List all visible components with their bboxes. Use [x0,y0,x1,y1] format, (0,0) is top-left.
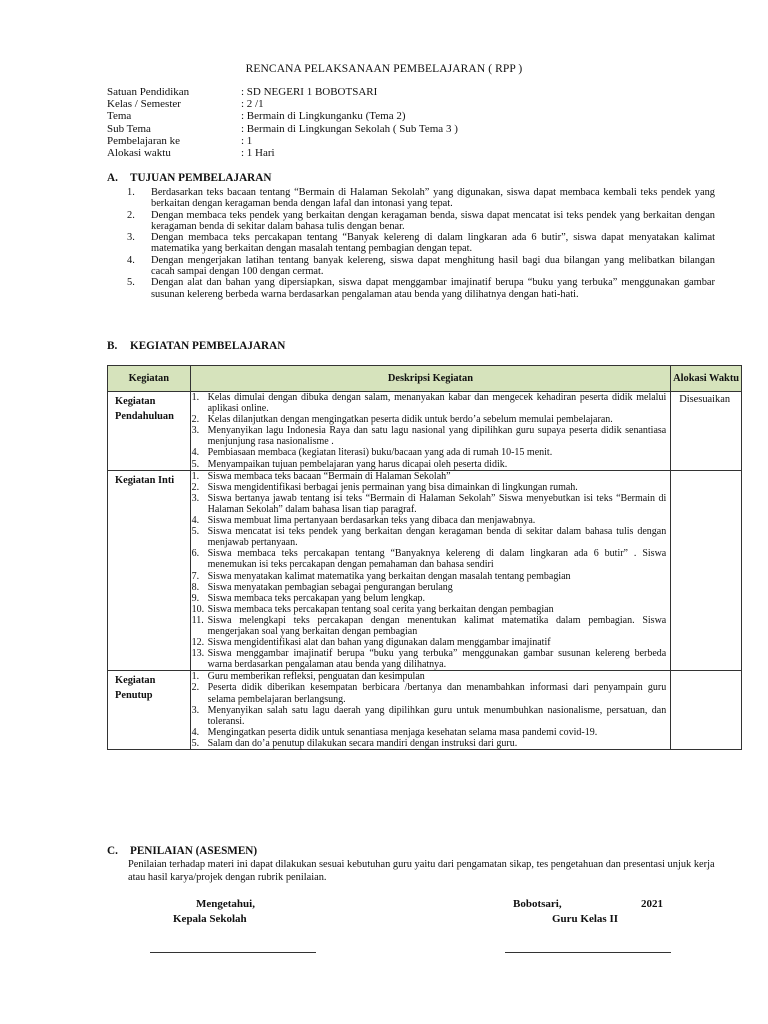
item-number: 4. [191,515,200,527]
item-number: 6. [191,548,200,560]
item-text: Dengan membaca teks pendek yang berkaitan dengan keragaman benda, siswa dapat mencatat isi teks pendek yang berkaitan dengan keragaman benda di sekitar dalam bahasa tulis dengan benar. [151,209,715,232]
section-c-heading [107,845,257,857]
list-item [191,637,671,648]
item-number: 3. [191,704,200,716]
cell-kegiatan: Kegiatan Penutup [108,671,191,750]
table-row [108,671,742,750]
item-number: 9. [191,592,200,604]
item-text: Guru memberikan refleksi, penguatan dan kesimpulan [207,671,425,683]
list-item [191,515,671,526]
list-item [191,459,671,470]
list-item [191,582,671,593]
item-number: 8. [191,581,200,593]
signature-line-right [505,952,671,953]
list-item [191,471,671,482]
identity-label: Sub Tema [107,122,151,135]
document-title: RENCANA PELAKSANAAN PEMBELAJARAN ( RPP ) [245,63,523,75]
item-text: Menyanyikan lagu Indonesia Raya dan satu lagu nasional yang dipilihkan guru supaya peserta didik senantiasa menjunjung rasa nasionalisme . [207,425,667,448]
item-text: Kelas dilanjutkan dengan mengingatkan peserta didik untuk berdo’a sebelum memulai pembelajaran. [207,414,613,426]
item-text: Berdasarkan teks bacaan tentang “Bermain di Halaman Sekolah” yang digunakan, siswa dapat membaca kembali teks pendek yang berkaitan dengan keragaman benda dengan lafal dan intonasi yang tepat. [151,187,715,210]
signature-right-place: Bobotsari, [513,898,562,910]
list-item [191,392,671,414]
item-number: 2. [191,481,200,493]
item-number: 2. [191,682,200,694]
item-number: 5. [191,526,200,538]
activities-table [107,365,742,750]
item-text: Pembiasaan membaca (kegiatan literasi) buku/bacaan yang ada di rumah 10-15 menit. [207,447,553,459]
item-text: Siswa membaca teks percakapan tentang soal cerita yang berkaitan dengan pembagian [207,603,554,615]
identity-value: : SD NEGERI 1 BOBOTSARI [241,86,378,98]
item-number: 1. [127,187,135,198]
item-number: 13. [191,648,205,660]
list-item [191,548,671,570]
cell-kegiatan: Kegiatan Inti [108,470,191,671]
list-item [191,671,671,682]
item-text: Siswa mengidentifikasi berbagai jenis permainan yang bisa dimainkan di lingkungan rumah. [207,481,578,493]
identity-block [107,86,458,159]
list-item [127,210,715,233]
item-text: Salam dan do’a penutup dilakukan secara mandiri dengan instruksi dari guru. [207,737,518,749]
list-item [191,648,671,670]
list-item [191,604,671,615]
item-text: Menyanyikan salah satu lagu daerah yang dipilihkan guru untuk menumbuhkan nasionalisme, persatuan, dan toleransi. [207,704,667,727]
cell-alokasi [671,671,742,750]
identity-row [107,123,458,135]
section-b-heading [107,340,285,352]
table-row [108,392,742,471]
item-number: 5. [191,737,200,749]
item-number: 1. [191,671,200,683]
item-number: 2. [127,209,135,221]
item-number: 3. [127,232,135,244]
signature-left-line2: Kepala Sekolah [173,913,247,925]
item-number: 4. [127,254,135,266]
cell-deskripsi [190,392,671,471]
activity-list [191,671,671,749]
identity-label: Tema [107,110,132,123]
item-number: 1. [191,470,200,482]
item-number: 3. [191,425,200,437]
item-text: Siswa membuat lima pertanyaan berdasarkan teks yang dibaca dan menjawabnya. [207,515,536,527]
activity-list [191,471,671,671]
item-text: Siswa melengkapi teks percakapan dengan menentukan kalimat matematika dalam pembagian. Siswa mengerjakan soal yang berkaitan dengan pembagian [207,614,667,637]
section-title: KEGIATAN PEMBELAJARAN [130,340,286,352]
item-number: 2. [191,414,200,426]
identity-row [107,98,458,110]
identity-row [107,147,458,159]
identity-row [107,86,458,98]
item-text: Siswa menyatakan kalimat matematika yang berkaitan dengan masalah tentang pembagian [207,570,571,582]
activity-list [191,392,671,470]
item-number: 4. [191,726,200,738]
header-alokasi: Alokasi Waktu [671,366,742,392]
list-item [191,493,671,515]
list-item [191,526,671,548]
list-item [127,187,715,210]
list-item [191,705,671,727]
section-letter: A. [107,172,118,184]
item-text: Mengingatkan peserta didik untuk senantiasa menjaga kesehatan selama masa pandemi covid-19. [207,726,598,738]
signature-left-line1: Mengetahui, [196,898,255,910]
list-item [127,232,715,255]
list-item [191,414,671,425]
objectives-list [127,187,715,300]
item-number: 12. [191,637,205,649]
assessment-text: Penilaian terhadap materi ini dapat dilakukan sesuai kebutuhan guru yaitu dari pengamatan sikap, tes pengetahuan dan presentasi unjuk kerja atau hasil karya/projek dengan rubrik penilaian. [128,859,715,883]
cell-alokasi: Disesuaikan [671,392,742,471]
item-number: 7. [191,570,200,582]
list-item [191,482,671,493]
item-number: 5. [191,458,200,470]
identity-label: Pembelajaran ke [107,134,180,147]
signature-line-left [150,952,316,953]
identity-label: Alokasi waktu [107,147,171,160]
list-item [191,738,671,749]
list-item [191,615,671,637]
item-number: 5. [127,277,135,289]
signature-right-year: 2021 [641,898,663,910]
identity-value: : Bermain di Lingkungan Sekolah ( Sub Tema 3 ) [241,122,458,135]
section-a-heading [107,172,271,184]
list-item [191,425,671,447]
item-number: 4. [191,447,200,459]
list-item [191,571,671,582]
item-text: Siswa mencatat isi teks pendek yang berkaitan dengan keragaman benda di sekitar dalam bahasa tulis dengan menjawab pertanyaan. [207,526,667,549]
item-text: Siswa membaca teks percakapan tentang “Banyaknya kelereng di dalam lingkaran ada 6 butir” . Siswa menemukan isi teks percakapan dengan pemahaman dan bahasa sendiri [207,548,667,571]
cell-deskripsi [190,671,671,750]
cell-kegiatan: Kegiatan Pendahuluan [108,392,191,471]
item-text: Dengan mengerjakan latihan tentang banyak kelereng, siswa dapat menghitung hasil bagi dua bilangan yang melibatkan bilangan cacah sampai dengan 100 dengan cermat. [151,254,715,278]
list-item [191,727,671,738]
table-header-row [108,366,742,392]
list-item [127,277,715,300]
list-item [191,447,671,458]
list-item [127,255,715,278]
section-letter: B. [107,340,118,352]
identity-value: : 2 /1 [241,98,264,111]
item-text: Siswa mengidentifikasi alat dan bahan yang digunakan dalam menggambar imajinatif [207,637,551,649]
identity-label: Kelas / Semester [107,98,181,111]
signature-right-line2: Guru Kelas II [552,913,619,925]
item-text: Peserta didik diberikan kesempatan berbicara /bertanya dan menambahkan informasi dari penyampain guru selama pembelajaran berlangsung. [207,682,667,705]
header-kegiatan: Kegiatan [108,366,191,392]
item-text: Menyampaikan tujuan pembelajaran yang harus dicapai oleh peserta didik. [207,458,508,470]
cell-alokasi [671,470,742,671]
identity-label: Satuan Pendidikan [107,86,190,98]
item-number: 10. [191,603,205,615]
item-number: 3. [191,492,200,504]
identity-row [107,135,458,147]
section-title: TUJUAN PEMBELAJARAN [130,172,272,184]
section-letter: C. [107,845,118,857]
identity-value: : 1 [241,134,253,147]
item-number: 11. [191,614,204,626]
identity-value: : 1 Hari [241,147,275,160]
list-item [191,682,671,704]
item-text: Siswa membaca teks percakapan yang belum lengkap. [207,592,426,604]
section-title: PENILAIAN (ASESMEN) [130,845,258,857]
table-row [108,470,742,671]
identity-row [107,110,458,122]
list-item [191,593,671,604]
item-text: Dengan alat dan bahan yang dipersiapkan, siswa dapat menggambar imajinatif berupa “buku yang terbuka” menggunakan gambar susunan kelereng berbeda warna berdasarkan pengalaman atau benda yang dilihatnya dengan hati-hati. [151,277,715,300]
cell-deskripsi [190,470,671,671]
item-text: Siswa menyatakan pembagian sebagai pengurangan berulang [207,581,453,593]
identity-value: : Bermain di Lingkunganku (Tema 2) [241,110,406,123]
item-text: Siswa membaca teks bacaan “Bermain di Halaman Sekolah” [207,470,451,482]
item-text: Kelas dimulai dengan dibuka dengan salam, menanyakan kabar dan mengecek kehadiran peserta didik melalui aplikasi online. [207,392,667,415]
header-deskripsi: Deskripsi Kegiatan [190,366,671,392]
item-text: Dengan membaca teks percakapan tentang “Banyak kelereng di dalam lingkaran ada 6 butir”, siswa dapat menyatakan kalimat matematika yang berkaitan dengan masalah tentang pembagian dengan tepat. [151,232,715,255]
item-number: 1. [191,392,200,403]
item-text: Siswa menggambar imajinatif berupa “buku yang terbuka” menggunakan gambar susunan kelereng berbeda warna berdasarkan pengalaman atau benda yang dilihatnya. [207,648,667,671]
item-text: Siswa bertanya jawab tentang isi teks “Bermain di Halaman Sekolah” Siswa menyebutkan isi teks “Bermain di Halaman Sekolah” dalam bahasa lisan tiap paragraf. [207,492,667,515]
